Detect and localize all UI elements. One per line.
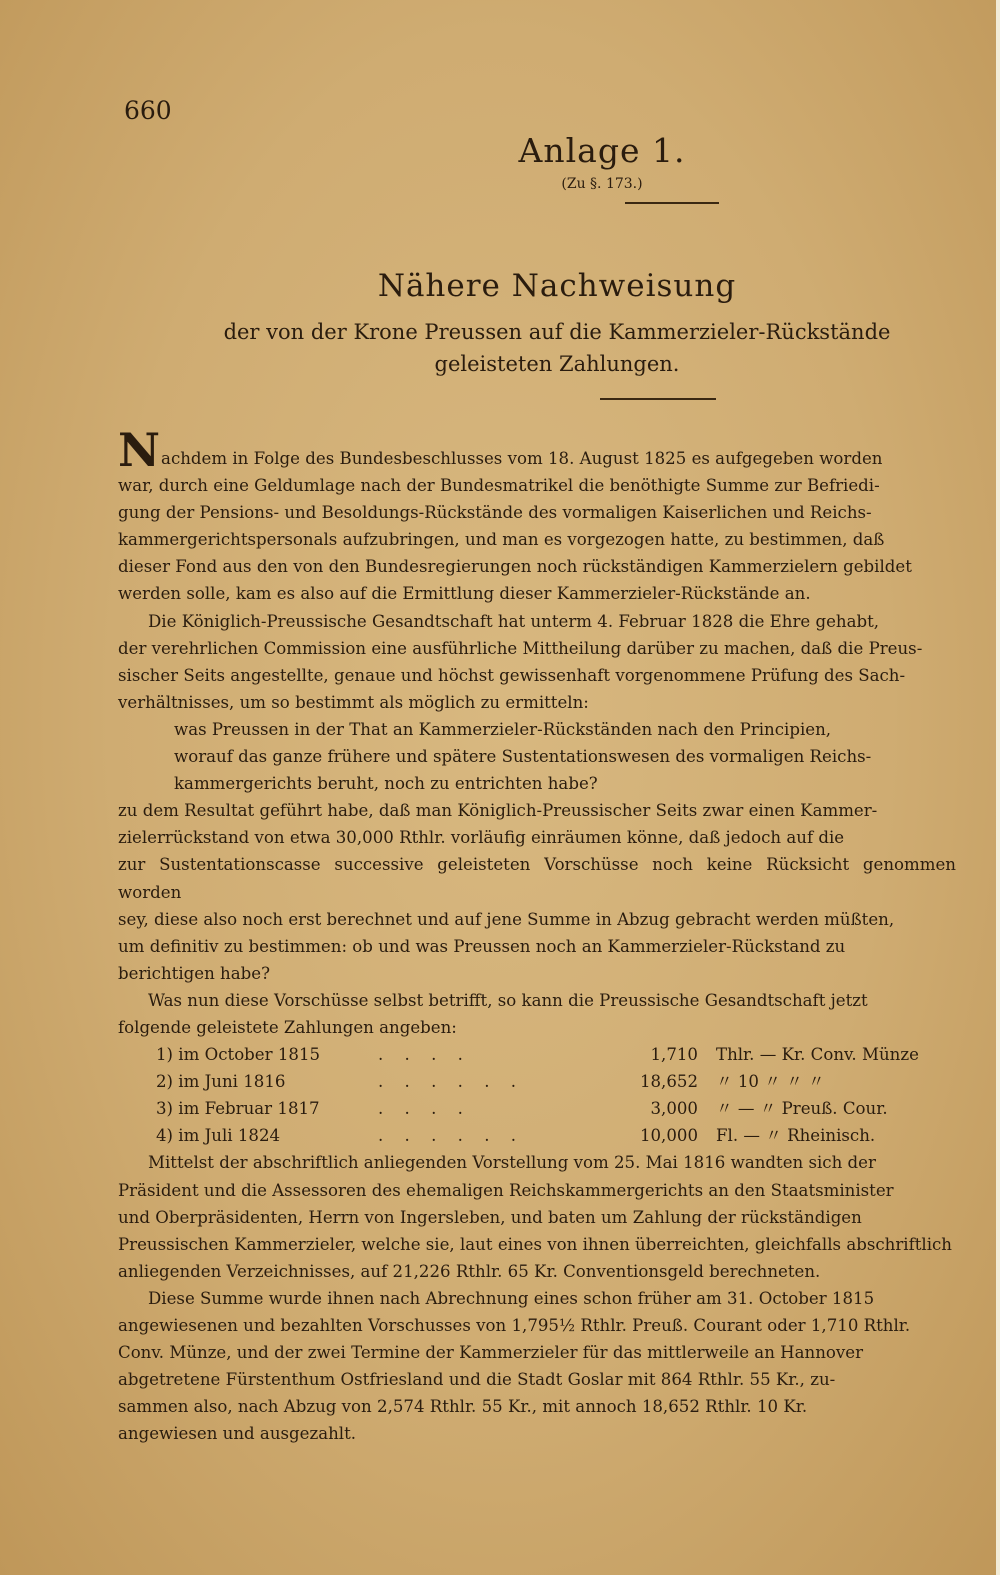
text-line: verhältnisses, um so bestimmt als möglich zu ermitteln:	[118, 692, 589, 712]
page-edge	[996, 0, 1000, 1575]
text-line: und Oberpräsidenten, Herrn von Ingersleben, und baten um Zahlung der rückständigen	[118, 1207, 862, 1227]
text-line: was Preussen in der That an Kammerzieler-Rückständen nach den Principien,	[174, 719, 832, 739]
text-line: war, durch eine Geldumlage nach der Bundesmatrikel die benöthigte Summe zur Befriedi-	[118, 476, 880, 496]
divider	[600, 398, 716, 400]
appendix-heading: Anlage 1.	[518, 131, 686, 170]
drop-cap: N	[118, 423, 161, 477]
text-line: Mittelst der abschriftlich anliegenden Vorstellung vom 25. Mai 1816 wandten sich der	[148, 1153, 876, 1173]
payment-date: 3) im Februar 1817	[156, 1099, 320, 1119]
document-title: Nähere Nachweisung	[377, 268, 737, 304]
text-line: Diese Summe wurde ihnen nach Abrechnung eines schon früher am 31. October 1815	[148, 1288, 875, 1308]
text-line: zielerrückstand von etwa 30,000 Rthlr. vorläufig einräumen könne, daß jedoch auf die	[118, 828, 845, 848]
payment-amount: 18,652	[639, 1072, 698, 1092]
subtitle-line: der von der Krone Preussen auf die Kammerzieler-Rückstände	[223, 320, 891, 344]
text-line: folgende geleistete Zahlungen angeben:	[118, 1017, 457, 1037]
text-line: anliegenden Verzeichnisses, auf 21,226 Rthlr. 65 Kr. Conventionsgeld berechneten.	[118, 1261, 821, 1281]
text-line: Die Königlich-Preussische Gesandtschaft hat unterm 4. Februar 1828 die Ehre gehabt,	[148, 611, 880, 631]
text-line: Was nun diese Vorschüsse selbst betrifft, so kann die Preussische Gesandtschaft jetzt	[148, 990, 868, 1010]
text-line: abgetretene Fürstenthum Ostfriesland und die Stadt Goslar mit 864 Rthlr. 55 Kr., zu-	[118, 1370, 836, 1390]
text-line: sammen also, nach Abzug von 2,574 Rthlr. 55 Kr., mit annoch 18,652 Rthlr. 10 Kr.	[118, 1397, 808, 1417]
text-line: dieser Fond aus den von den Bundesregierungen noch rückständigen Kammerzielern gebildet	[118, 557, 912, 577]
text-line: angewiesen und ausgezahlt.	[118, 1424, 357, 1444]
leader-dots: . . . .	[378, 1045, 471, 1065]
paragraph-3	[118, 797, 956, 987]
paragraph-5	[118, 1149, 956, 1284]
payment-row	[118, 1095, 956, 1122]
quoted-question	[118, 716, 956, 797]
paragraph-1	[118, 423, 956, 608]
page-number: 660	[124, 96, 172, 125]
payment-amount: 1,710	[650, 1045, 698, 1065]
text-line: werden solle, kam es also auf die Ermittlung dieser Kammerzieler-Rückstände an.	[118, 584, 811, 604]
text-line: der verehrlichen Commission eine ausführliche Mittheilung darüber zu machen, daß die Preus-	[118, 638, 923, 658]
payment-date: 1) im October 1815	[156, 1045, 321, 1065]
payments-list	[118, 1041, 956, 1149]
body-text	[118, 423, 956, 1447]
leader-dots: . . . . . .	[378, 1072, 525, 1092]
text-line: gung der Pensions- und Besoldungs-Rückstände des vormaligen Kaiserlichen und Reichs-	[118, 503, 872, 523]
subtitle-line: geleisteten Zahlungen.	[434, 352, 680, 376]
text-line: achdem in Folge des Bundesbeschlusses vom 18. August 1825 es aufgegeben worden	[161, 449, 883, 468]
document-subtitle	[158, 316, 956, 380]
payment-amount: 10,000	[639, 1126, 698, 1146]
payment-currency: Thlr. — Kr. Conv. Münze	[716, 1045, 919, 1065]
section-reference: (Zu §. 173.)	[561, 176, 643, 192]
text-line: Preussischen Kammerzieler, welche sie, laut eines von ihnen überreichten, gleichfalls abschriftlich	[118, 1234, 952, 1254]
payment-row	[118, 1068, 956, 1095]
divider	[625, 202, 719, 204]
payment-currency: Fl. — 〃 Rheinisch.	[716, 1126, 876, 1146]
text-line: zur Sustentationscasse successive geleisteten Vorschüsse noch keine Rücksicht genommen worden	[118, 855, 956, 902]
payment-currency: 〃 — 〃 Preuß. Cour.	[716, 1099, 888, 1119]
leader-dots: . . . .	[378, 1099, 471, 1119]
text-line: sischer Seits angestellte, genaue und höchst gewissenhaft vorgenommene Prüfung des Sach-	[118, 665, 906, 685]
paragraph-4	[118, 987, 956, 1041]
paragraph-6	[118, 1285, 956, 1448]
payment-amount: 3,000	[650, 1099, 698, 1119]
text-line: kammergerichtspersonals aufzubringen, und man es vorgezogen hatte, zu bestimmen, daß	[118, 530, 885, 550]
payment-date: 2) im Juni 1816	[156, 1072, 286, 1092]
text-line: angewiesenen und bezahlten Vorschusses von 1,795½ Rthlr. Preuß. Courant oder 1,710 Rthlr.	[118, 1316, 911, 1335]
text-line: worauf das ganze frühere und spätere Sustentationswesen des vormaligen Reichs-	[174, 747, 872, 767]
text-line: sey, diese also noch erst berechnet und auf jene Summe in Abzug gebracht werden müßten,	[118, 909, 895, 929]
leader-dots: . . . . . .	[378, 1126, 525, 1146]
text-line: Präsident und die Assessoren des ehemaligen Reichskammergerichts an den Staatsminister	[118, 1180, 894, 1200]
payment-row	[118, 1041, 956, 1068]
text-line: um definitiv zu bestimmen: ob und was Preussen noch an Kammerzieler-Rückstand zu	[118, 936, 846, 956]
payment-date: 4) im Juli 1824	[156, 1126, 281, 1146]
text-line: berichtigen habe?	[118, 963, 270, 983]
payment-row	[118, 1122, 956, 1149]
text-line: zu dem Resultat geführt habe, daß man Königlich-Preussischer Seits zwar einen Kammer-	[118, 801, 878, 821]
text-line: kammergerichts beruht, noch zu entrichten habe?	[174, 774, 598, 794]
text-line: Conv. Münze, und der zwei Termine der Kammerzieler für das mittlerweile an Hannover	[118, 1343, 864, 1363]
payment-currency: 〃 10 〃 〃 〃	[716, 1072, 825, 1092]
paragraph-2	[118, 608, 956, 716]
